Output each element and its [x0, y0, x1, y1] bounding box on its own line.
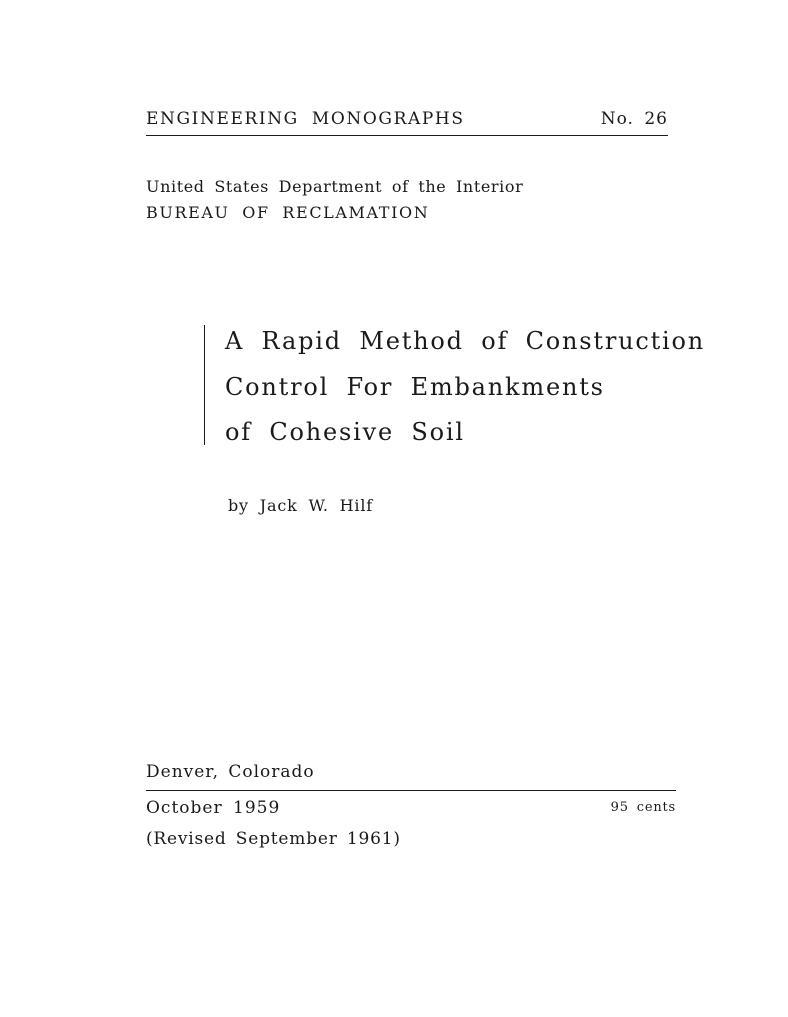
- title-line-1: A Rapid Method of Construction: [225, 327, 706, 355]
- series-title: ENGINEERING MONOGRAPHS: [146, 109, 465, 129]
- series-number: No. 26: [600, 109, 668, 129]
- title-line-2: Control For Embankments: [225, 373, 605, 401]
- document-title: [204, 325, 706, 446]
- price: 95 cents: [610, 800, 676, 815]
- publication-footer: [146, 762, 676, 849]
- department-name: United States Department of the Interior: [146, 177, 524, 196]
- title-line-3: of Cohesive Soil: [225, 418, 465, 446]
- revision-note: (Revised September 1961): [146, 829, 401, 849]
- bureau-name: BUREAU OF RECLAMATION: [146, 203, 430, 222]
- author-byline: by Jack W. Hilf: [228, 496, 373, 515]
- series-header: [146, 107, 668, 136]
- agency-block: [146, 174, 523, 226]
- publication-place: Denver, Colorado: [146, 762, 676, 791]
- date-row: [146, 796, 676, 826]
- publication-date: October 1959: [146, 798, 281, 818]
